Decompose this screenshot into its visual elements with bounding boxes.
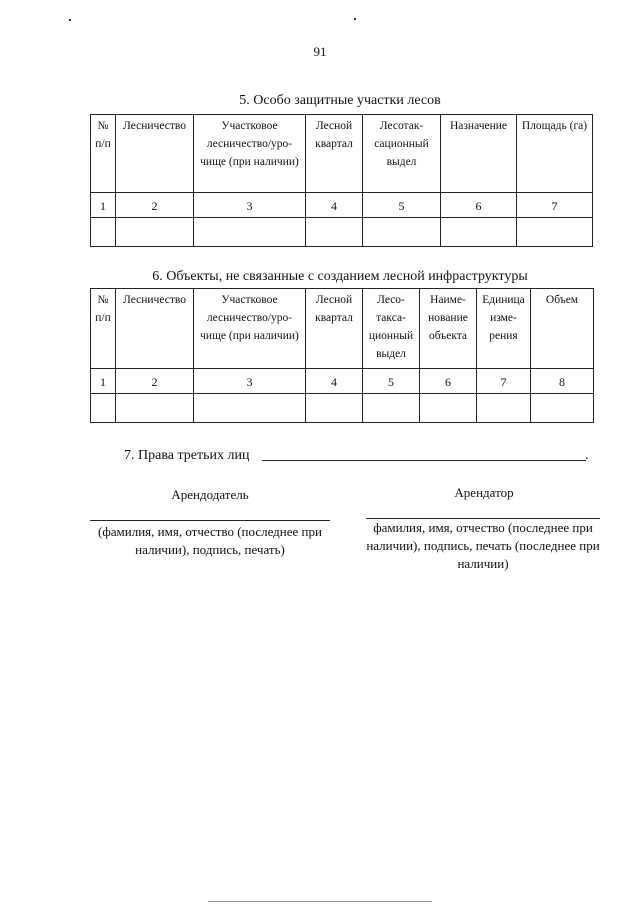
table6-number-cell: 4 — [306, 369, 363, 394]
table6-header-cell: № п/п — [91, 289, 116, 369]
table6-header-cell: Лесничество — [116, 289, 194, 369]
table6-header-cell: Наиме-нование объекта — [420, 289, 477, 369]
table5-header-cell: Лесной квартал — [306, 115, 363, 193]
table6-empty-cell[interactable] — [420, 394, 477, 423]
table5-empty-cell[interactable] — [91, 218, 116, 247]
third-party-rights-field[interactable] — [262, 446, 586, 461]
section6-title: 6. Объекты, не связанные с созданием лесной инфраструктуры — [152, 269, 528, 284]
table-row — [91, 218, 593, 247]
table5-empty-cell[interactable] — [306, 218, 363, 247]
table5-header-cell: Площадь (га) — [517, 115, 593, 193]
scan-speck — [354, 18, 356, 20]
lessee-signature-line[interactable] — [366, 506, 600, 519]
table6-empty-cell[interactable] — [91, 394, 116, 423]
page-number: 91 — [313, 44, 327, 59]
table5-number-cell: 1 — [91, 193, 116, 218]
table6-number-cell: 2 — [116, 369, 194, 394]
table6-empty-cell[interactable] — [116, 394, 194, 423]
third-party-rights-line — [124, 448, 249, 464]
table5-empty-cell[interactable] — [441, 218, 517, 247]
table5-number-cell: 6 — [441, 193, 517, 218]
table5-header-cell: № п/п — [91, 115, 116, 193]
table6-empty-cell[interactable] — [477, 394, 531, 423]
table6-empty-cell[interactable] — [194, 394, 306, 423]
table5-number-cell: 4 — [306, 193, 363, 218]
table5-number-cell: 2 — [116, 193, 194, 218]
third-party-rights-period: . — [585, 448, 589, 463]
section5-table — [90, 114, 593, 247]
third-party-rights-label: 7. Права третьих лиц — [124, 448, 250, 463]
table6-header-cell: Единица изме-рения — [477, 289, 531, 369]
table-row — [91, 193, 593, 218]
table5-empty-cell[interactable] — [194, 218, 306, 247]
table6-number-cell: 6 — [420, 369, 477, 394]
lessee-title: Арендатор — [454, 485, 514, 500]
table-row — [91, 394, 594, 423]
table5-header-cell: Лесничество — [116, 115, 194, 193]
table6-number-cell: 3 — [194, 369, 306, 394]
table5-empty-cell[interactable] — [116, 218, 194, 247]
table5-header-cell: Участковое лесничество/уро-чище (при наличии) — [194, 115, 306, 193]
table6-number-cell: 8 — [531, 369, 594, 394]
table6-header-cell: Участковое лесничество/уро-чище (при наличии) — [194, 289, 306, 369]
lessor-signature-line[interactable] — [90, 508, 330, 521]
scan-speck — [69, 19, 71, 21]
table5-number-cell: 3 — [194, 193, 306, 218]
table5-header-cell: Назначение — [441, 115, 517, 193]
section5-title: 5. Особо защитные участки лесов — [239, 93, 441, 108]
table6-empty-cell[interactable] — [531, 394, 594, 423]
table5-empty-cell[interactable] — [363, 218, 441, 247]
table5-header-cell: Лесотак-сационный выдел — [363, 115, 441, 193]
table6-number-cell: 5 — [363, 369, 420, 394]
table5-number-cell: 7 — [517, 193, 593, 218]
table6-header-cell: Лесо-такса-ционный выдел — [363, 289, 420, 369]
lessor-title: Арендодатель — [171, 487, 249, 502]
table6-header-cell: Объем — [531, 289, 594, 369]
table6-number-cell: 1 — [91, 369, 116, 394]
section6-table — [90, 288, 594, 423]
table5-number-cell: 5 — [363, 193, 441, 218]
lessee-signature-note: фамилия, имя, отчество (последнее при наличии), подпись, печать (последнее при наличии) — [366, 520, 600, 571]
table6-number-cell: 7 — [477, 369, 531, 394]
table-row — [91, 369, 594, 394]
table6-header-cell: Лесной квартал — [306, 289, 363, 369]
table5-empty-cell[interactable] — [517, 218, 593, 247]
lessor-signature-note: (фамилия, имя, отчество (последнее при наличии), подпись, печать) — [98, 524, 322, 557]
table6-empty-cell[interactable] — [363, 394, 420, 423]
scan-edge-line — [208, 900, 432, 902]
table6-empty-cell[interactable] — [306, 394, 363, 423]
